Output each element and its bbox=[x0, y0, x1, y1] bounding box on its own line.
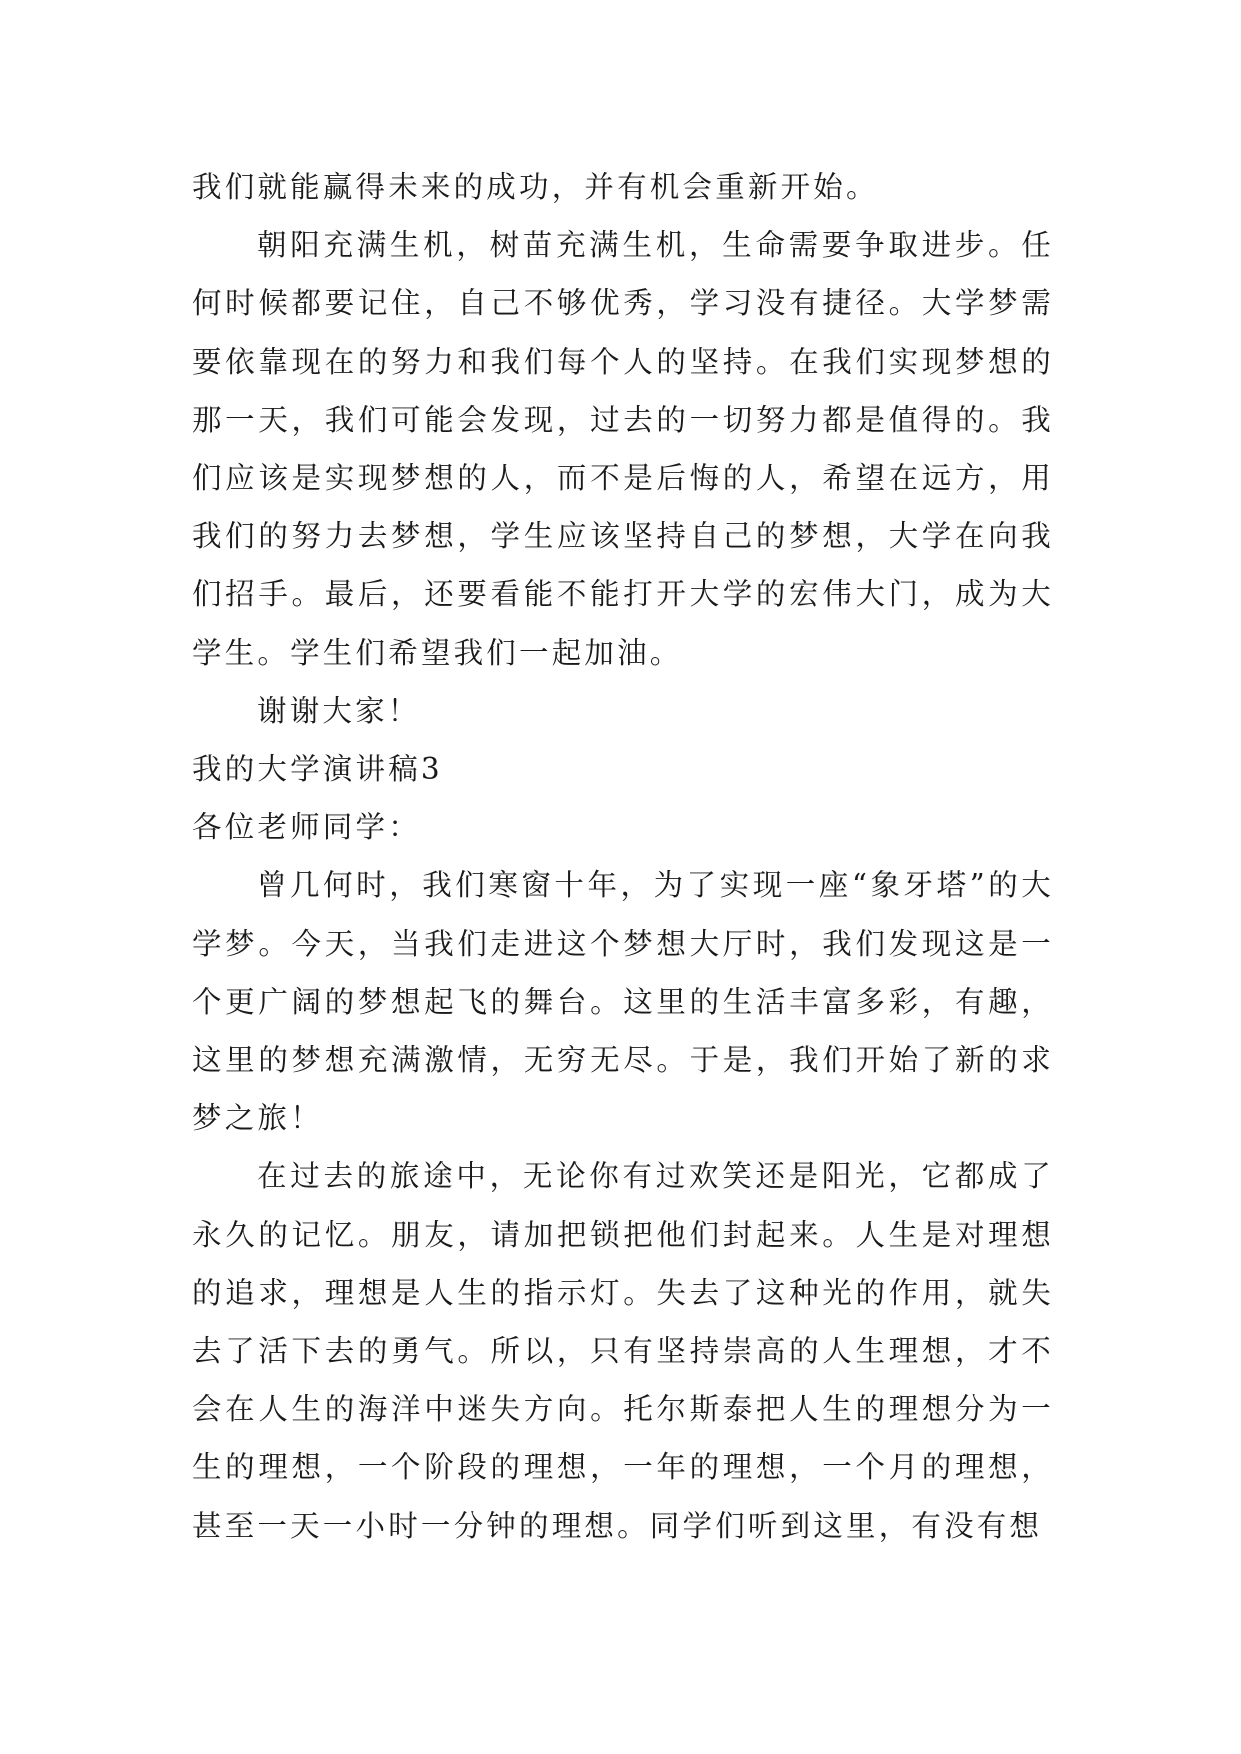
paragraph-dream-effort: 朝阳充满生机，树苗充满生机，生命需要争取进步。任何时候都要记住，自己不够优秀，学习没有捷径。大学梦需要依靠现在的努力和我们每个人的坚持。在我们实现梦想的那一天，我们可能会发现，过去的一切努力都是值得的。我们应该是实现梦想的人，而不是后悔的人，希望在远方，用我们的努力去梦想，学生应该坚持自己的梦想，大学在向我们招手。最后，还要看能不能打开大学的宏伟大门，成为大学生。学生们希望我们一起加油。 bbox=[192, 228, 1054, 670]
document-body bbox=[192, 158, 1054, 1555]
section-title: 我的大学演讲稿3 bbox=[192, 752, 443, 787]
salutation: 各位老师同学： bbox=[192, 810, 421, 845]
paragraph-ivory-tower: 曾几何时，我们寒窗十年，为了实现一座“象牙塔”的大学梦。今天，当我们走进这个梦想大厅时，我们发现这是一个更广阔的梦想起飞的舞台。这里的生活丰富多彩，有趣，这里的梦想充满激情，无穷无尽。于是，我们开始了新的求梦之旅！ bbox=[192, 868, 1054, 1136]
paragraph-continuation: 我们就能赢得未来的成功，并有机会重新开始。 bbox=[192, 170, 879, 204]
paragraph-thanks: 谢谢大家！ bbox=[257, 693, 421, 728]
paragraph-ideals: 在过去的旅途中，无论你有过欢笑还是阳光，它都成了永久的记忆。朋友，请加把锁把他们封起来。人生是对理想的追求，理想是人生的指示灯。失去了这种光的作用，就失去了活下去的勇气。所以，只有坚持崇高的人生理想，才不会在人生的海洋中迷失方向。托尔斯泰把人生的理想分为一生的理想，一个阶段的理想，一年的理想，一个月的理想，甚至一天一小时一分钟的理想。同学们听到这里，有没有想 bbox=[192, 1159, 1054, 1543]
